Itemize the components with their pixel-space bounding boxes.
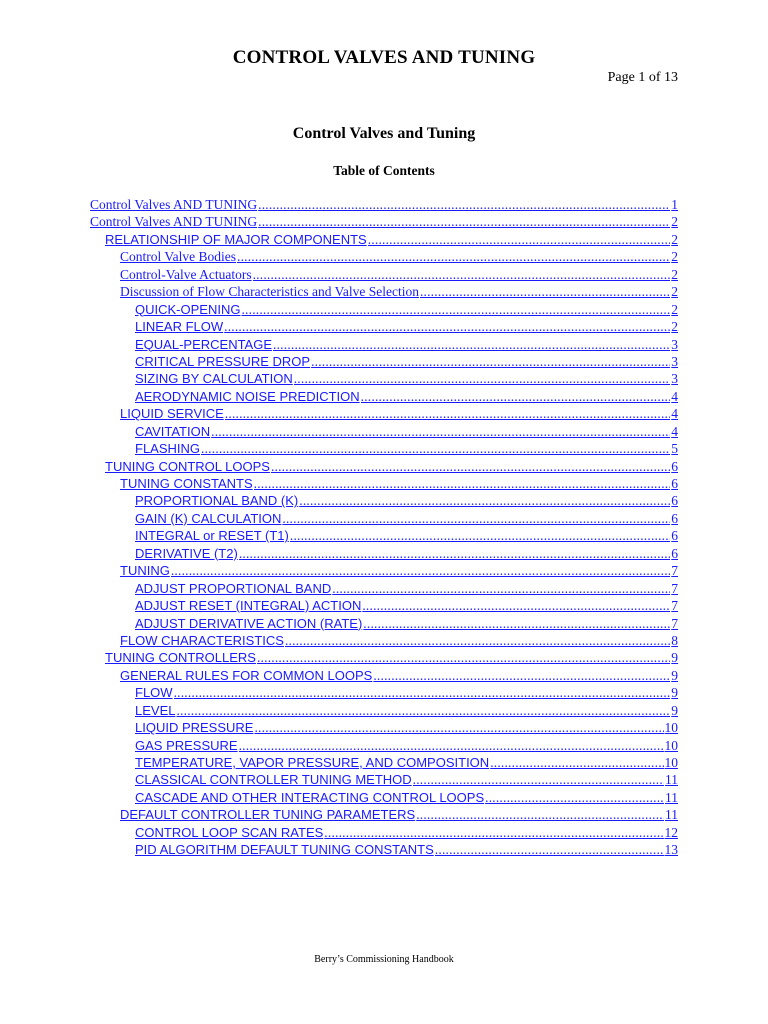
toc-entry-label: CRITICAL PRESSURE DROP: [135, 353, 311, 369]
toc-entry-link[interactable]: [90, 667, 678, 684]
toc-entry-label: DERIVATIVE (T2): [135, 545, 238, 561]
toc-entry-page-number: 4: [671, 406, 678, 422]
toc-entry-label: TUNING CONTROLLERS: [105, 650, 256, 666]
toc-dot-leader: [201, 440, 670, 457]
toc-entry-link[interactable]: [90, 301, 678, 318]
toc-entry-label: EQUAL-PERCENTAGE: [135, 336, 273, 352]
toc-entry-page-number: 2: [671, 214, 678, 230]
toc-entry-page-number: 1: [671, 197, 678, 212]
toc-entry-label: RELATIONSHIP OF MAJOR COMPONENTS: [105, 231, 367, 247]
toc-entry-label: INTEGRAL or RESET (T1): [135, 528, 289, 544]
toc-dot-leader: [416, 806, 664, 823]
toc-dot-leader: [258, 213, 670, 230]
toc-entry-link[interactable]: [90, 318, 678, 335]
toc-dot-leader: [241, 301, 670, 318]
toc-entry-label: PID ALGORITHM DEFAULT TUNING CONSTANTS: [135, 842, 434, 858]
toc-dot-leader: [254, 475, 671, 492]
toc-dot-leader: [237, 248, 670, 265]
toc-entry-link[interactable]: [90, 824, 678, 841]
toc-entry-link[interactable]: [90, 545, 678, 562]
toc-entry-link[interactable]: [90, 789, 678, 806]
toc-entry-label: GAS PRESSURE: [135, 737, 238, 753]
toc-entry-link[interactable]: [90, 231, 678, 248]
toc-dot-leader: [361, 388, 671, 405]
toc-dot-leader: [258, 196, 670, 213]
toc-entry-link[interactable]: [90, 632, 678, 649]
toc-entry-page-number: 9: [671, 702, 678, 718]
toc-entry-label: GAIN (K) CALCULATION: [135, 510, 282, 526]
toc-dot-leader: [224, 318, 670, 335]
toc-dot-leader: [368, 231, 671, 248]
toc-entry-label: CLASSICAL CONTROLLER TUNING METHOD: [135, 772, 412, 788]
toc-dot-leader: [211, 423, 670, 440]
toc-entry-link[interactable]: [90, 492, 678, 509]
toc-dot-leader: [413, 771, 664, 788]
toc-entry-link[interactable]: [90, 353, 678, 370]
toc-entry-page-number: 9: [671, 650, 678, 666]
toc-entry-label: LINEAR FLOW: [135, 319, 224, 335]
toc-entry-page-number: 3: [671, 371, 678, 387]
toc-entry-link[interactable]: [90, 684, 678, 701]
toc-entry-link[interactable]: [90, 248, 678, 265]
toc-entry-label: Discussion of Flow Characteristics and Valve Selection: [120, 284, 419, 300]
table-of-contents: [90, 196, 678, 859]
toc-entry-page-number: 12: [664, 824, 678, 840]
toc-entry-page-number: 2: [671, 301, 678, 317]
toc-entry-link[interactable]: [90, 475, 678, 492]
toc-dot-leader: [299, 492, 670, 509]
toc-entry-page-number: 7: [671, 598, 678, 614]
toc-entry-link[interactable]: [90, 527, 678, 544]
toc-dot-leader: [420, 283, 670, 300]
toc-entry-page-number: 6: [671, 458, 678, 474]
toc-entry-page-number: 6: [671, 510, 678, 526]
toc-entry-page-number: 13: [664, 842, 678, 858]
toc-entry-link[interactable]: [90, 213, 678, 230]
toc-entry-page-number: 3: [671, 353, 678, 369]
toc-dot-leader: [290, 527, 670, 544]
toc-entry-page-number: 11: [665, 772, 678, 788]
toc-entry-link[interactable]: [90, 562, 678, 579]
toc-entry-link[interactable]: [90, 440, 678, 457]
toc-entry-label: ADJUST RESET (INTEGRAL) ACTION: [135, 598, 362, 614]
toc-entry-page-number: 2: [671, 266, 678, 282]
toc-entry-link[interactable]: [90, 510, 678, 527]
toc-entry-link[interactable]: [90, 336, 678, 353]
toc-entry-page-number: 7: [671, 615, 678, 631]
toc-entry-page-number: 2: [671, 319, 678, 335]
toc-entry-link[interactable]: [90, 458, 678, 475]
toc-dot-leader: [294, 370, 671, 387]
toc-entry-page-number: 6: [671, 476, 678, 491]
toc-dot-leader: [485, 789, 664, 806]
toc-entry-label: Control Valves AND TUNING: [90, 214, 258, 230]
toc-dot-leader: [225, 405, 670, 422]
toc-entry-link[interactable]: [90, 388, 678, 405]
toc-dot-leader: [239, 545, 670, 562]
toc-entry-label: ADJUST DERIVATIVE ACTION (RATE): [135, 615, 363, 631]
toc-entry-label: AERODYNAMIC NOISE PREDICTION: [135, 388, 360, 404]
toc-entry-label: QUICK-OPENING: [135, 301, 241, 317]
toc-entry-page-number: 10: [664, 737, 678, 753]
toc-entry-link[interactable]: [90, 649, 678, 666]
toc-entry-label: FLOW: [135, 685, 173, 701]
toc-dot-leader: [271, 458, 670, 475]
toc-entry-page-number: 10: [664, 755, 678, 770]
toc-entry-link[interactable]: [90, 737, 678, 754]
toc-entry-link[interactable]: [90, 615, 678, 632]
toc-dot-leader: [435, 841, 664, 858]
toc-dot-leader: [362, 597, 670, 614]
section-title: Control Valves and Tuning: [292, 125, 476, 142]
toc-entry-link[interactable]: [90, 806, 678, 823]
toc-entry-link[interactable]: [90, 771, 678, 788]
toc-entry-label: ADJUST PROPORTIONAL BAND: [135, 580, 332, 596]
toc-entry-page-number: 4: [671, 388, 678, 404]
toc-entry-label: Control-Valve Actuators: [120, 266, 252, 282]
toc-entry-label: TUNING CONTROL LOOPS: [105, 458, 270, 474]
toc-dot-leader: [253, 266, 671, 283]
toc-dot-leader: [257, 649, 670, 666]
toc-entry-page-number: 5: [671, 441, 678, 457]
toc-entry-page-number: 3: [671, 336, 678, 352]
toc-entry-link[interactable]: [90, 196, 678, 213]
toc-entry-label: FLASHING: [135, 441, 201, 457]
toc-entry-page-number: 11: [665, 807, 678, 823]
toc-dot-leader: [273, 336, 670, 353]
toc-entry-label: CONTROL LOOP SCAN RATES: [135, 824, 324, 840]
toc-entry-link[interactable]: [90, 423, 678, 440]
toc-entry-page-number: 4: [671, 423, 678, 439]
toc-dot-leader: [373, 667, 670, 684]
toc-entry-link[interactable]: [90, 719, 678, 736]
toc-entry-label: CASCADE AND OTHER INTERACTING CONTROL LOOPS: [135, 789, 485, 805]
toc-entry-page-number: 6: [671, 528, 678, 544]
toc-entry-label: TEMPERATURE, VAPOR PRESSURE, AND COMPOSITION: [135, 755, 490, 770]
toc-entry-label: PROPORTIONAL BAND (K): [135, 493, 299, 509]
toc-entry-link[interactable]: [90, 580, 678, 597]
toc-entry-link[interactable]: [90, 266, 678, 283]
toc-entry-page-number: 9: [671, 685, 678, 701]
page-indicator: Page 1 of 13: [607, 70, 678, 85]
toc-entry-link[interactable]: [90, 754, 678, 771]
toc-entry-label: LIQUID PRESSURE: [135, 720, 254, 736]
toc-dot-leader: [490, 754, 663, 771]
document-title: CONTROL VALVES AND TUNING: [232, 47, 536, 68]
toc-dot-leader: [254, 719, 663, 736]
page-footer: Berry’s Commissioning Handbook: [314, 954, 454, 965]
toc-entry-label: CAVITATION: [135, 423, 211, 439]
toc-entry-link[interactable]: [90, 841, 678, 858]
toc-entry-page-number: 2: [671, 284, 678, 300]
toc-entry-page-number: 6: [671, 493, 678, 509]
toc-entry-label: FLOW CHARACTERISTICS: [120, 632, 284, 648]
toc-entry-page-number: 7: [671, 580, 678, 596]
toc-entry-label: TUNING: [120, 563, 170, 579]
toc-entry-page-number: 8: [671, 632, 678, 648]
toc-dot-leader: [282, 510, 670, 527]
toc-dot-leader: [363, 615, 670, 632]
toc-entry-link[interactable]: [90, 597, 678, 614]
toc-entry-page-number: 2: [671, 231, 678, 247]
toc-entry-page-number: 2: [671, 249, 678, 265]
toc-dot-leader: [176, 702, 670, 719]
toc-entry-label: LIQUID SERVICE: [120, 406, 224, 422]
toc-entry-label: SIZING BY CALCULATION: [135, 371, 293, 387]
toc-entry-page-number: 7: [671, 563, 678, 579]
toc-entry-link[interactable]: [90, 405, 678, 422]
toc-entry-label: GENERAL RULES FOR COMMON LOOPS: [120, 667, 373, 683]
toc-entry-label: LEVEL: [135, 702, 176, 718]
toc-entry-page-number: 10: [664, 720, 678, 736]
toc-dot-leader: [239, 737, 664, 754]
toc-entry-label: Control Valve Bodies: [120, 249, 236, 265]
toc-dot-leader: [332, 580, 670, 597]
toc-entry-label: DEFAULT CONTROLLER TUNING PARAMETERS: [120, 807, 416, 823]
toc-entry-label: Control Valves AND TUNING: [90, 197, 258, 212]
toc-entry-link[interactable]: [90, 702, 678, 719]
toc-dot-leader: [311, 353, 670, 370]
toc-dot-leader: [324, 824, 663, 841]
toc-entry-link[interactable]: [90, 283, 678, 300]
toc-dot-leader: [285, 632, 670, 649]
toc-entry-label: TUNING CONSTANTS: [120, 476, 253, 491]
toc-entry-page-number: 6: [671, 545, 678, 561]
toc-dot-leader: [174, 684, 671, 701]
toc-entry-page-number: 9: [671, 667, 678, 683]
toc-heading: Table of Contents: [333, 163, 435, 178]
toc-dot-leader: [171, 562, 670, 579]
toc-entry-link[interactable]: [90, 370, 678, 387]
toc-entry-page-number: 11: [665, 789, 678, 805]
